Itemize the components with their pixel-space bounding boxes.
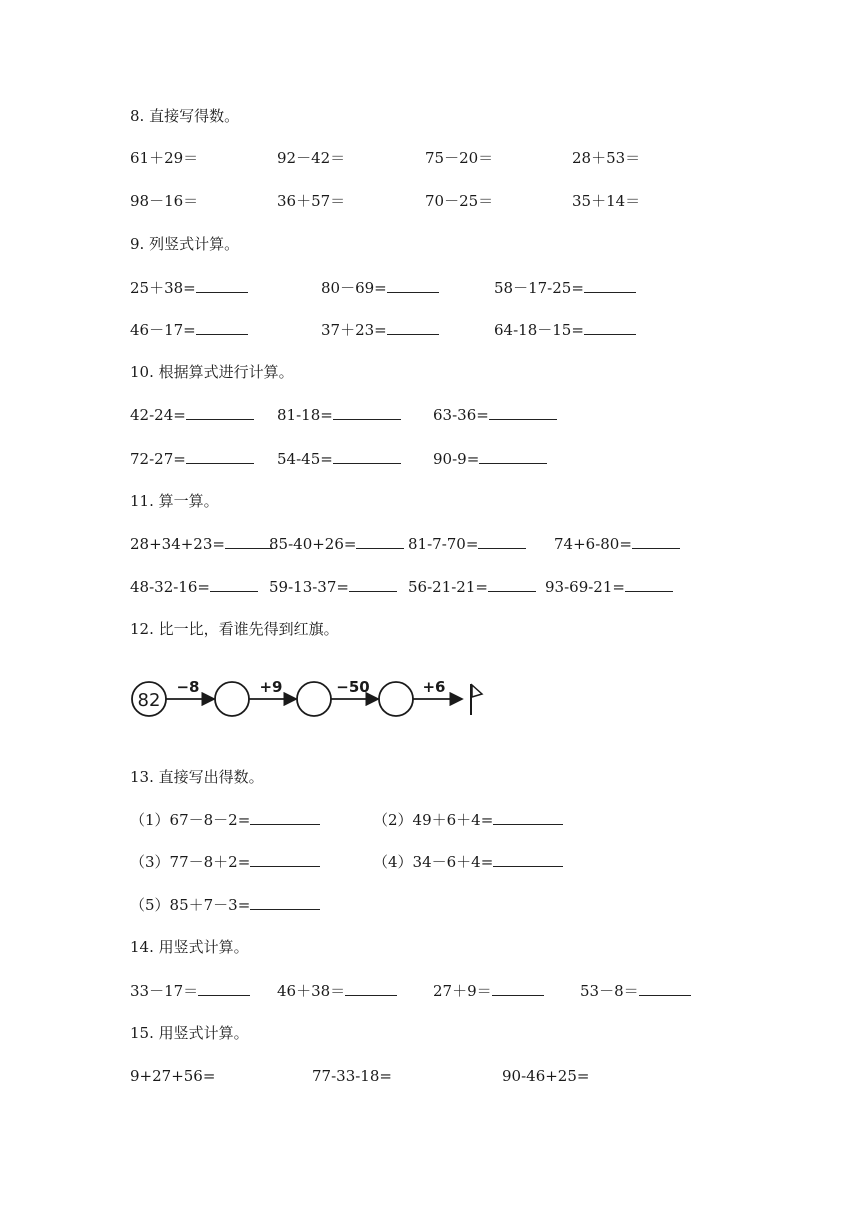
q9-item bbox=[130, 278, 248, 298]
answer-blank[interactable] bbox=[333, 449, 401, 464]
q10-expression: 72-27= bbox=[130, 450, 186, 468]
q8-item: 36＋57＝ bbox=[277, 192, 346, 210]
answer-blank[interactable] bbox=[632, 534, 680, 549]
q11-expression: 81-7-70= bbox=[408, 535, 479, 553]
q10-expression: 81-18= bbox=[277, 406, 333, 424]
q14-expression: 46＋38＝ bbox=[277, 982, 346, 1000]
q11-item bbox=[554, 534, 680, 554]
answer-blank[interactable] bbox=[492, 981, 544, 996]
q11-expression: 93-69-21= bbox=[545, 578, 625, 596]
q8-item: 75－20＝ bbox=[425, 149, 494, 167]
answer-circle[interactable] bbox=[379, 682, 413, 716]
answer-blank[interactable] bbox=[345, 981, 397, 996]
answer-blank[interactable] bbox=[333, 405, 401, 420]
q14-item bbox=[433, 981, 544, 1001]
answer-blank[interactable] bbox=[493, 810, 563, 825]
q13-expression: （1）67－8－2= bbox=[130, 811, 251, 829]
answer-blank[interactable] bbox=[478, 534, 526, 549]
answer-blank[interactable] bbox=[198, 981, 250, 996]
q11-item bbox=[408, 534, 526, 554]
q13-item bbox=[373, 852, 563, 872]
q10-item bbox=[433, 405, 557, 425]
q9-item bbox=[494, 320, 636, 340]
q8-item: 28＋53＝ bbox=[572, 149, 641, 167]
question-13-title: 13. 直接写出得数。 bbox=[130, 768, 264, 786]
q10-item bbox=[277, 405, 401, 425]
question-8-title: 8. 直接写得数。 bbox=[130, 107, 240, 125]
q14-item bbox=[580, 981, 691, 1001]
q15-item: 9+27+56= bbox=[130, 1067, 216, 1085]
q9-expression: 37＋23= bbox=[321, 321, 387, 339]
answer-blank[interactable] bbox=[186, 405, 254, 420]
operation-label: −8 bbox=[176, 678, 200, 696]
q11-item bbox=[269, 577, 397, 597]
answer-blank[interactable] bbox=[210, 577, 258, 592]
q13-item bbox=[373, 810, 563, 830]
answer-blank[interactable] bbox=[584, 320, 636, 335]
q10-item bbox=[433, 449, 547, 469]
answer-circle[interactable] bbox=[215, 682, 249, 716]
q8-item: 98－16＝ bbox=[130, 192, 199, 210]
q9-expression: 58－17-25= bbox=[494, 279, 584, 297]
answer-blank[interactable] bbox=[250, 895, 320, 910]
answer-blank[interactable] bbox=[196, 278, 248, 293]
answer-blank[interactable] bbox=[493, 852, 563, 867]
q10-item bbox=[277, 449, 401, 469]
q14-expression: 27＋9＝ bbox=[433, 982, 492, 1000]
q11-expression: 56-21-21= bbox=[408, 578, 488, 596]
answer-circle[interactable] bbox=[297, 682, 331, 716]
q10-item bbox=[130, 405, 254, 425]
question-9-title: 9. 列竖式计算。 bbox=[130, 235, 240, 253]
q10-expression: 42-24= bbox=[130, 406, 186, 424]
question-11-title: 11. 算一算。 bbox=[130, 492, 219, 510]
answer-blank[interactable] bbox=[489, 405, 557, 420]
q9-item bbox=[321, 320, 439, 340]
flag-icon bbox=[471, 684, 482, 715]
answer-blank[interactable] bbox=[250, 852, 320, 867]
question-10-title: 10. 根据算式进行计算。 bbox=[130, 363, 294, 381]
start-number: 82 bbox=[137, 690, 161, 711]
q15-item: 77-33-18= bbox=[312, 1067, 392, 1085]
q8-item: 35＋14＝ bbox=[572, 192, 641, 210]
q10-expression: 63-36= bbox=[433, 406, 489, 424]
answer-blank[interactable] bbox=[186, 449, 254, 464]
q8-item: 92－42＝ bbox=[277, 149, 346, 167]
q14-expression: 53－8＝ bbox=[580, 982, 639, 1000]
q15-item: 90-46+25= bbox=[502, 1067, 590, 1085]
answer-blank[interactable] bbox=[349, 577, 397, 592]
q13-expression: （2）49＋6＋4= bbox=[373, 811, 494, 829]
answer-blank[interactable] bbox=[250, 810, 320, 825]
q9-expression: 25＋38= bbox=[130, 279, 196, 297]
operation-label: +6 bbox=[422, 678, 446, 696]
answer-blank[interactable] bbox=[196, 320, 248, 335]
q11-item bbox=[130, 577, 258, 597]
q11-item bbox=[130, 534, 273, 554]
q8-item: 61＋29＝ bbox=[130, 149, 199, 167]
q9-expression: 46－17= bbox=[130, 321, 196, 339]
answer-blank[interactable] bbox=[625, 577, 673, 592]
q10-expression: 54-45= bbox=[277, 450, 333, 468]
answer-blank[interactable] bbox=[225, 534, 273, 549]
q11-item bbox=[545, 577, 673, 597]
flag-race-diagram bbox=[128, 672, 488, 732]
q13-expression: （4）34－6＋4= bbox=[373, 853, 494, 871]
q11-item bbox=[408, 577, 536, 597]
q14-item bbox=[277, 981, 397, 1001]
q9-item bbox=[494, 278, 636, 298]
question-15-title: 15. 用竖式计算。 bbox=[130, 1024, 249, 1042]
q10-item bbox=[130, 449, 254, 469]
q13-expression: （3）77－8＋2= bbox=[130, 853, 251, 871]
answer-blank[interactable] bbox=[387, 320, 439, 335]
operation-label: +9 bbox=[259, 678, 283, 696]
q13-item bbox=[130, 810, 320, 830]
question-12-title: 12. 比一比，看谁先得到红旗。 bbox=[130, 620, 339, 638]
operation-label: −50 bbox=[336, 678, 370, 696]
q9-item bbox=[130, 320, 248, 340]
q8-item: 70－25＝ bbox=[425, 192, 494, 210]
answer-blank[interactable] bbox=[488, 577, 536, 592]
q11-expression: 59-13-37= bbox=[269, 578, 349, 596]
q11-expression: 28+34+23= bbox=[130, 535, 225, 553]
q11-expression: 85-40+26= bbox=[269, 535, 357, 553]
q9-expression: 64-18－15= bbox=[494, 321, 584, 339]
q9-item bbox=[321, 278, 439, 298]
q13-item bbox=[130, 852, 320, 872]
q10-expression: 90-9= bbox=[433, 450, 480, 468]
q11-item bbox=[269, 534, 404, 554]
question-14-title: 14. 用竖式计算。 bbox=[130, 938, 249, 956]
q11-expression: 48-32-16= bbox=[130, 578, 210, 596]
q13-expression: （5）85＋7－3= bbox=[130, 896, 251, 914]
answer-blank[interactable] bbox=[356, 534, 404, 549]
answer-blank[interactable] bbox=[387, 278, 439, 293]
q9-expression: 80－69= bbox=[321, 279, 387, 297]
answer-blank[interactable] bbox=[479, 449, 547, 464]
q11-expression: 74+6-80= bbox=[554, 535, 632, 553]
q14-expression: 33－17＝ bbox=[130, 982, 199, 1000]
answer-blank[interactable] bbox=[639, 981, 691, 996]
q14-item bbox=[130, 981, 250, 1001]
q13-item bbox=[130, 895, 320, 915]
answer-blank[interactable] bbox=[584, 278, 636, 293]
